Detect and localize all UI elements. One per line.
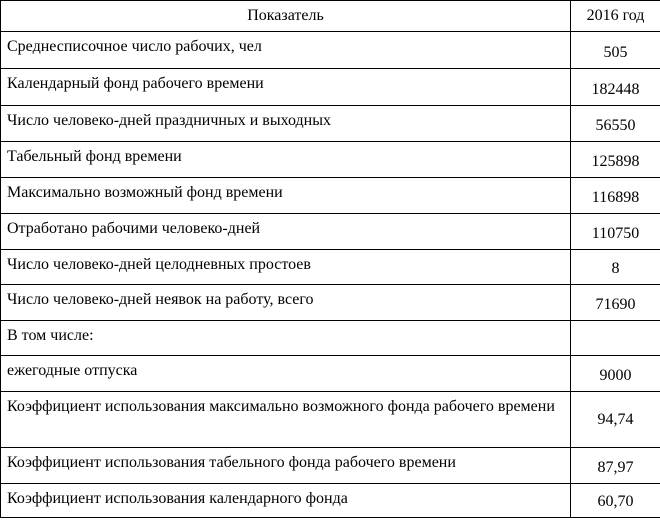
header-year: 2016 год: [571, 1, 660, 32]
row-value: 56550: [571, 106, 660, 142]
table-row: [1, 32, 660, 69]
row-label: Коэффициент использования календарного фонда: [1, 484, 571, 518]
row-value: 9000: [571, 356, 660, 392]
row-label: Коэффициент использования максимально возможного фонда рабочего времени: [1, 392, 571, 448]
table-row: [1, 142, 660, 178]
table-row: [1, 285, 660, 321]
table-row: [1, 250, 660, 285]
row-value: 116898: [571, 178, 660, 214]
row-value: 182448: [571, 69, 660, 106]
row-value: 8: [571, 250, 660, 285]
row-value: 505: [571, 32, 660, 69]
table-row: [1, 106, 660, 142]
row-value: 71690: [571, 285, 660, 321]
table-row: [1, 392, 660, 448]
row-value: [571, 321, 660, 356]
table-row: [1, 214, 660, 250]
row-label: Среднесписочное число рабочих, чел: [1, 32, 571, 69]
row-label: Число человеко-дней целодневных простоев: [1, 250, 571, 285]
row-label: Число человеко-дней неявок на работу, всего: [1, 285, 571, 321]
row-value: 125898: [571, 142, 660, 178]
table-row: [1, 321, 660, 356]
row-value: 87,97: [571, 448, 660, 484]
row-value: 110750: [571, 214, 660, 250]
row-label: Табельный фонд времени: [1, 142, 571, 178]
header-indicator: Показатель: [1, 1, 571, 32]
table-row: [1, 356, 660, 392]
row-label: ежегодные отпуска: [1, 356, 571, 392]
row-label: Максимально возможный фонд времени: [1, 178, 571, 214]
table-header-row: [1, 1, 660, 32]
table-row: [1, 178, 660, 214]
table-row: [1, 69, 660, 106]
row-label: Коэффициент использования табельного фонда рабочего времени: [1, 448, 571, 484]
row-label: В том числе:: [1, 321, 571, 356]
table-row: [1, 448, 660, 484]
row-value: 60,70: [571, 484, 660, 518]
row-label: Отработано рабочими человеко-дней: [1, 214, 571, 250]
row-value: 94,74: [571, 392, 660, 448]
table-row: [1, 484, 660, 518]
row-label: Число человеко-дней праздничных и выходных: [1, 106, 571, 142]
row-label: Календарный фонд рабочего времени: [1, 69, 571, 106]
